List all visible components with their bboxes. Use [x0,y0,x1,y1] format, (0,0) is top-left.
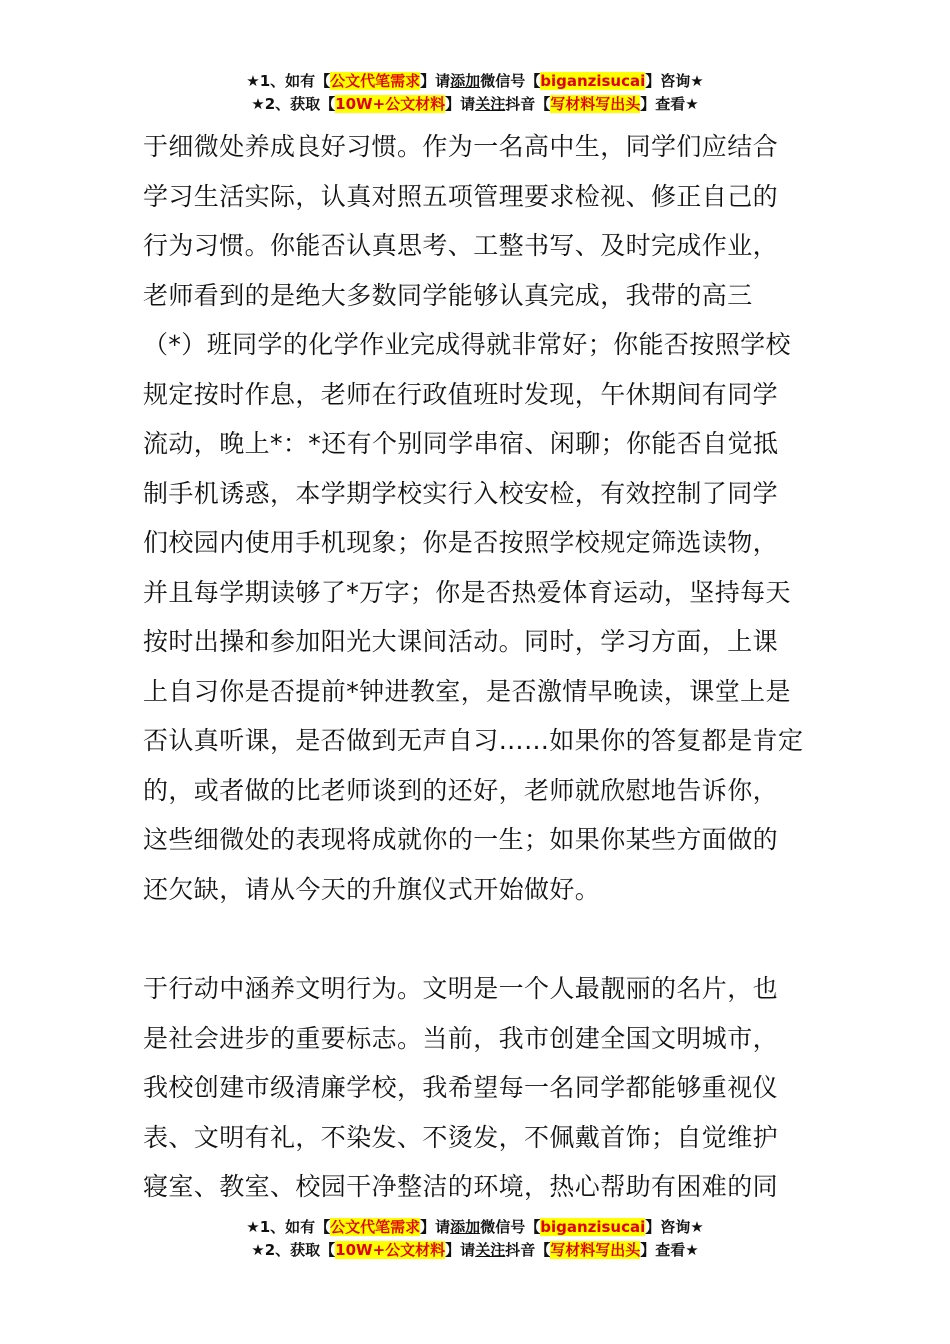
banner-line-1: ★1、如有【公文代笔需求】请添加微信号【biganzisucai】咨询★ [246,1218,704,1236]
text-line: 们校园内使用手机现象；你是否按照学校规定筛选读物， [143,528,779,557]
banner-line-2: ★2、获取【10W+公文材料】请关注抖音【写材料写出头】查看★ [251,1241,699,1259]
text-line: （*）班同学的化学作业完成得就非常好；你能否按照学校 [143,330,791,359]
highlight-materials: 10W+公文材料 [335,1241,446,1259]
text-line: 表、文明有礼，不染发、不烫发，不佩戴首饰；自觉维护 [143,1122,779,1152]
text-line: 老师看到的是绝大多数同学能够认真完成，我带的高三 [143,280,753,310]
paragraph-spacer [143,914,813,964]
banner-line-2: ★2、获取【10W+公文材料】请关注抖音【写材料写出头】查看★ [251,95,699,113]
star-icon: ★ [246,72,260,90]
text-line: 规定按时作息，老师在行政值班时发现，午休期间有同学 [143,379,779,409]
text-line: 行为习惯。你能否认真思考、工整书写、及时完成作业， [143,231,779,260]
text-line: 按时出操和参加阳光大课间活动。同时，学习方面，上课 [143,627,779,656]
text-line: 制手机诱惑，本学期学校实行入校安检，有效控制了同学 [143,478,779,508]
text-line: 并且每学期读够了*万字；你是否热爱体育运动，坚持每天 [143,577,791,607]
star-icon: ★ [251,95,265,113]
highlight-douyin-account: 写材料写出头 [550,95,641,113]
text-line: 上自习你是否提前*钟进教室，是否激情早晚读，课堂上是 [143,676,791,706]
star-icon: ★ [685,1241,699,1259]
highlight-wechat-id: biganzisucai [540,1218,646,1236]
banner-line-1: ★1、如有【公文代笔需求】请添加微信号【biganzisucai】咨询★ [246,72,704,90]
text-line: 的，或者做的比老师谈到的还好，老师就欣慰地告诉你， [143,775,779,805]
highlight-ghostwriting: 公文代笔需求 [330,72,421,90]
star-icon: ★ [690,1218,704,1236]
text-line: 还欠缺，请从今天的升旗仪式开始做好。 [143,874,601,904]
text-line: 是社会进步的重要标志。当前，我市创建全国文明城市， [143,1023,779,1053]
text-line: 学习生活实际，认真对照五项管理要求检视、修正自己的 [143,181,779,211]
text-line: 于细微处养成良好习惯。作为一名高中生，同学们应结合 [143,132,779,161]
header-banner [0,70,950,116]
text-line: 这些细微处的表现将成就你的一生；如果你某些方面做的 [143,825,779,854]
star-icon: ★ [690,72,704,90]
text-line: 我校创建市级清廉学校，我希望每一名同学都能够重视仪 [143,1073,779,1102]
highlight-materials: 10W+公文材料 [335,95,446,113]
text-line: 流动，晚上*：*还有个别同学串宿、闲聊；你能否自觉抵 [143,429,779,458]
highlight-douyin-account: 写材料写出头 [550,1241,641,1259]
highlight-wechat-id: biganzisucai [540,72,646,90]
footer-banner [0,1216,950,1262]
star-icon: ★ [251,1241,265,1259]
document-body [143,122,813,1212]
text-line: 寝室、教室、校园干净整洁的环境，热心帮助有困难的同 [143,1172,779,1201]
star-icon: ★ [685,95,699,113]
text-line: 否认真听课，是否做到无声自习……如果你的答复都是肯定 [143,726,804,755]
paragraph-civility [143,964,813,1212]
star-icon: ★ [246,1218,260,1236]
paragraph-habits [143,122,813,914]
text-line: 于行动中涵养文明行为。文明是一个人最靓丽的名片，也 [143,974,779,1003]
highlight-ghostwriting: 公文代笔需求 [330,1218,421,1236]
